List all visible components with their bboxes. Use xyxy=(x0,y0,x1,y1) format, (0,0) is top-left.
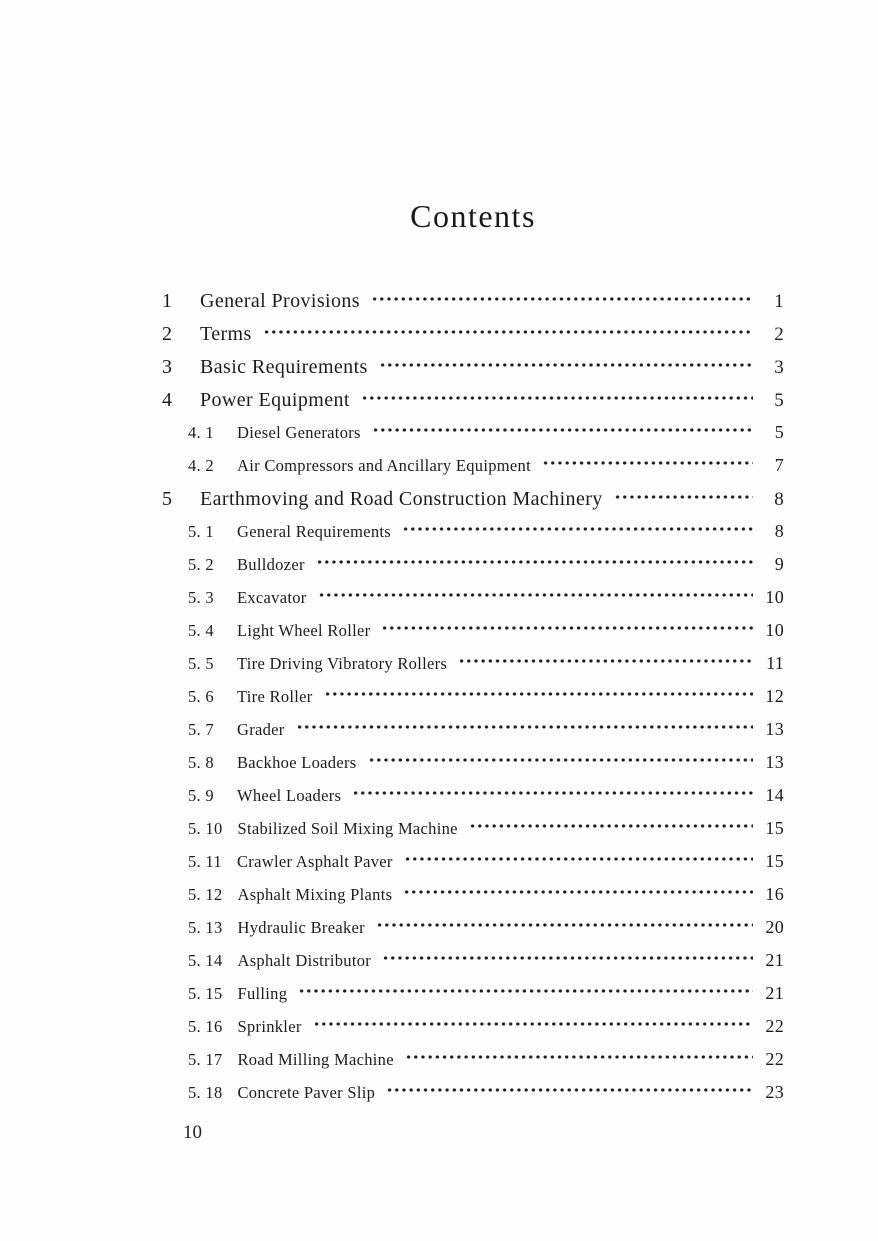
toc-entry-row xyxy=(162,587,784,620)
entry-label: Asphalt Distributor xyxy=(237,950,372,970)
entry-page-number: 5 xyxy=(774,389,784,411)
leader-dots xyxy=(298,987,753,995)
leader-dots xyxy=(372,426,753,434)
entry-label: Excavator xyxy=(237,587,307,607)
entry-number: 5. 8 xyxy=(188,752,214,772)
toc-entry-row xyxy=(162,653,784,686)
entry-number: 5. 14 xyxy=(188,950,223,970)
entry-number: 5 xyxy=(162,487,173,510)
entry-page-number: 10 xyxy=(765,619,784,640)
entry-label: Road Milling Machine xyxy=(237,1049,394,1069)
entry-number: 1 xyxy=(162,289,173,312)
folio-page-number: 10 xyxy=(183,1121,202,1143)
entry-number: 5. 16 xyxy=(188,1016,223,1036)
toc-entry-row xyxy=(162,323,784,356)
entry-label: Fulling xyxy=(237,983,288,1003)
toc-list xyxy=(162,290,784,1115)
leader-dots xyxy=(296,723,753,731)
entry-label: Basic Requirements xyxy=(200,355,368,378)
entry-page-number: 9 xyxy=(774,553,784,574)
entry-number: 5. 17 xyxy=(188,1049,223,1069)
entry-number: 5. 10 xyxy=(188,818,223,838)
page-title: Contents xyxy=(410,198,536,234)
leader-dots xyxy=(371,295,753,303)
entry-page-number: 20 xyxy=(765,916,784,937)
leader-dots xyxy=(379,361,753,369)
entry-label: General Provisions xyxy=(200,289,360,312)
toc-entry-row xyxy=(162,290,784,323)
toc-entry-row xyxy=(162,1082,784,1115)
entry-page-number: 5 xyxy=(774,421,784,442)
toc-entry-row xyxy=(162,389,784,422)
entry-page-number: 15 xyxy=(765,817,784,838)
entry-number: 5. 2 xyxy=(188,554,214,574)
leader-dots xyxy=(402,525,753,533)
entry-page-number: 16 xyxy=(765,883,784,904)
entry-page-number: 22 xyxy=(765,1015,784,1036)
leader-dots xyxy=(324,690,753,698)
entry-label: Asphalt Mixing Plants xyxy=(237,884,393,904)
entry-label: Stabilized Soil Mixing Machine xyxy=(237,818,458,838)
entry-number: 4. 1 xyxy=(188,422,214,442)
toc-entry-row xyxy=(162,686,784,719)
entry-number: 5. 7 xyxy=(188,719,214,739)
leader-dots xyxy=(313,1020,753,1028)
entry-label: Sprinkler xyxy=(237,1016,302,1036)
leader-dots xyxy=(368,756,754,764)
toc-entry-row xyxy=(162,818,784,851)
toc-entry-row xyxy=(162,554,784,587)
entry-page-number: 15 xyxy=(765,850,784,871)
entry-label: Terms xyxy=(200,322,252,345)
entry-label: Tire Driving Vibratory Rollers xyxy=(237,653,448,673)
toc-entry-row xyxy=(162,1049,784,1082)
entry-number: 5. 11 xyxy=(188,851,222,871)
entry-page-number: 21 xyxy=(765,949,784,970)
toc-entry-row xyxy=(162,884,784,917)
entry-label: Diesel Generators xyxy=(237,422,361,442)
leader-dots xyxy=(404,855,753,863)
toc-entry-row xyxy=(162,620,784,653)
leader-dots xyxy=(316,558,753,566)
toc-entry-row xyxy=(162,422,784,455)
entry-page-number: 10 xyxy=(765,586,784,607)
content-column xyxy=(162,0,784,1144)
leader-dots xyxy=(405,1053,753,1061)
leader-dots xyxy=(381,624,753,632)
entry-page-number: 21 xyxy=(765,982,784,1003)
entry-number: 5. 18 xyxy=(188,1082,223,1102)
leader-dots xyxy=(263,328,753,336)
entry-page-number: 14 xyxy=(765,784,784,805)
leader-dots xyxy=(382,954,753,962)
entry-label: Air Compressors and Ancillary Equipment xyxy=(237,455,531,475)
leader-dots xyxy=(376,921,753,929)
toc-entry-row xyxy=(162,752,784,785)
entry-label: General Requirements xyxy=(237,521,391,541)
entry-page-number: 13 xyxy=(765,718,784,739)
leader-dots xyxy=(469,822,753,830)
entry-label: Crawler Asphalt Paver xyxy=(237,851,393,871)
toc-entry-row xyxy=(162,488,784,521)
entry-number: 5. 6 xyxy=(188,686,214,706)
entry-page-number: 1 xyxy=(774,290,784,312)
leader-dots xyxy=(458,657,753,665)
entry-number: 5. 9 xyxy=(188,785,214,805)
entry-page-number: 22 xyxy=(765,1048,784,1069)
entry-label: Tire Roller xyxy=(237,686,313,706)
entry-page-number: 7 xyxy=(774,454,784,475)
entry-number: 4 xyxy=(162,388,173,411)
entry-label: Light Wheel Roller xyxy=(237,620,371,640)
entry-number: 2 xyxy=(162,322,173,345)
entry-label: Wheel Loaders xyxy=(237,785,342,805)
entry-number: 5. 5 xyxy=(188,653,214,673)
toc-entry-row xyxy=(162,521,784,554)
entry-page-number: 2 xyxy=(774,323,784,345)
toc-entry-row xyxy=(162,851,784,884)
entry-page-number: 11 xyxy=(766,652,784,673)
entry-page-number: 23 xyxy=(765,1081,784,1102)
entry-number: 3 xyxy=(162,355,173,378)
leader-dots xyxy=(542,459,753,467)
entry-page-number: 3 xyxy=(774,356,784,378)
toc-entry-row xyxy=(162,785,784,818)
toc-entry-row xyxy=(162,719,784,752)
toc-entry-row xyxy=(162,950,784,983)
entry-number: 5. 15 xyxy=(188,983,223,1003)
leader-dots xyxy=(614,493,753,501)
entry-page-number: 12 xyxy=(765,685,784,706)
leader-dots xyxy=(352,789,753,797)
entry-label: Power Equipment xyxy=(200,388,350,411)
leader-dots xyxy=(403,888,753,896)
entry-label: Backhoe Loaders xyxy=(237,752,357,772)
entry-number: 5. 1 xyxy=(188,521,214,541)
toc-entry-row xyxy=(162,356,784,389)
toc-entry-row xyxy=(162,917,784,950)
toc-entry-row xyxy=(162,983,784,1016)
entry-label: Bulldozer xyxy=(237,554,305,574)
entry-page-number: 13 xyxy=(765,751,784,772)
entry-label: Earthmoving and Road Construction Machinery xyxy=(200,487,603,510)
entry-label: Concrete Paver Slip xyxy=(237,1082,376,1102)
entry-page-number: 8 xyxy=(774,520,784,541)
toc-entry-row xyxy=(162,455,784,488)
leader-dots xyxy=(361,394,753,402)
entry-label: Hydraulic Breaker xyxy=(237,917,365,937)
leader-dots xyxy=(386,1086,753,1094)
entry-number: 5. 12 xyxy=(188,884,223,904)
leader-dots xyxy=(318,591,753,599)
entry-page-number: 8 xyxy=(774,488,784,510)
entry-number: 5. 4 xyxy=(188,620,214,640)
toc-entry-row xyxy=(162,1016,784,1049)
entry-number: 5. 3 xyxy=(188,587,214,607)
entry-number: 5. 13 xyxy=(188,917,223,937)
entry-label: Grader xyxy=(237,719,285,739)
entry-number: 4. 2 xyxy=(188,455,214,475)
